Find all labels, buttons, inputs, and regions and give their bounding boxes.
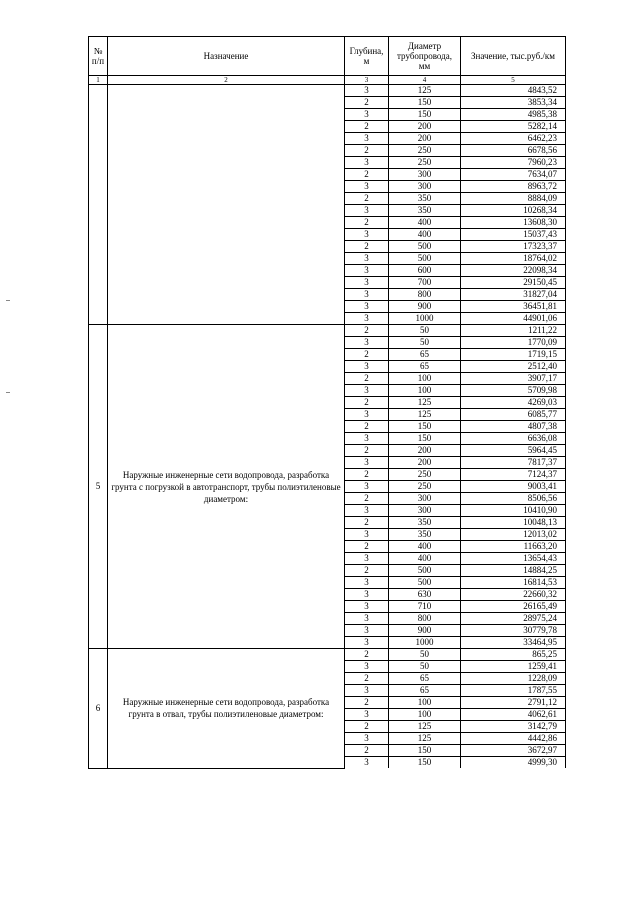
value-cell: 22098,34	[461, 265, 566, 277]
value-cell: 3142,79	[461, 721, 566, 733]
diameter-cell: 400	[389, 541, 461, 553]
diameter-cell: 630	[389, 589, 461, 601]
diameter-cell: 250	[389, 145, 461, 157]
depth-cell: 3	[345, 625, 389, 637]
value-cell: 865,25	[461, 649, 566, 661]
diameter-cell: 400	[389, 553, 461, 565]
value-cell: 6636,08	[461, 433, 566, 445]
value-cell: 10048,13	[461, 517, 566, 529]
diameter-cell: 150	[389, 109, 461, 121]
header-purpose: Назначение	[108, 37, 345, 76]
depth-cell: 3	[345, 457, 389, 469]
value-cell: 10268,34	[461, 205, 566, 217]
diameter-cell: 800	[389, 613, 461, 625]
depth-cell: 3	[345, 733, 389, 745]
depth-cell: 3	[345, 505, 389, 517]
item-number: 5	[89, 325, 108, 649]
value-cell: 12013,02	[461, 529, 566, 541]
table-row	[89, 649, 566, 661]
depth-cell: 3	[345, 553, 389, 565]
value-cell: 6085,77	[461, 409, 566, 421]
value-cell: 5282,14	[461, 121, 566, 133]
diameter-cell: 100	[389, 697, 461, 709]
value-cell: 7817,37	[461, 457, 566, 469]
depth-cell: 3	[345, 361, 389, 373]
value-cell: 4442,86	[461, 733, 566, 745]
value-cell: 6462,23	[461, 133, 566, 145]
value-cell: 36451,81	[461, 301, 566, 313]
diameter-cell: 1000	[389, 313, 461, 325]
value-cell: 4985,38	[461, 109, 566, 121]
item-number: 6	[89, 649, 108, 769]
index-cell: 3	[345, 76, 389, 85]
diameter-cell: 350	[389, 529, 461, 541]
diameter-cell: 500	[389, 241, 461, 253]
depth-cell: 3	[345, 289, 389, 301]
diameter-cell: 700	[389, 277, 461, 289]
value-cell: 13654,43	[461, 553, 566, 565]
depth-cell: 3	[345, 385, 389, 397]
value-cell: 1259,41	[461, 661, 566, 673]
depth-cell: 3	[345, 181, 389, 193]
value-cell: 16814,53	[461, 577, 566, 589]
depth-cell: 2	[345, 217, 389, 229]
diameter-cell: 600	[389, 265, 461, 277]
margin-mark	[6, 300, 10, 301]
depth-cell: 3	[345, 277, 389, 289]
value-cell: 4843,52	[461, 85, 566, 97]
diameter-cell: 350	[389, 205, 461, 217]
depth-cell: 2	[345, 541, 389, 553]
value-cell: 10410,90	[461, 505, 566, 517]
depth-cell: 2	[345, 649, 389, 661]
diameter-cell: 50	[389, 661, 461, 673]
index-cell: 2	[108, 76, 345, 85]
diameter-cell: 500	[389, 253, 461, 265]
diameter-cell: 250	[389, 157, 461, 169]
depth-cell: 2	[345, 325, 389, 337]
header-depth: Глубина, м	[345, 37, 389, 76]
diameter-cell: 900	[389, 625, 461, 637]
diameter-cell: 500	[389, 565, 461, 577]
value-cell: 17323,37	[461, 241, 566, 253]
diameter-cell: 50	[389, 325, 461, 337]
index-cell: 5	[461, 76, 566, 85]
diameter-cell: 500	[389, 577, 461, 589]
diameter-cell: 50	[389, 649, 461, 661]
depth-cell: 3	[345, 685, 389, 697]
depth-cell: 3	[345, 637, 389, 649]
value-cell: 2512,40	[461, 361, 566, 373]
diameter-cell: 250	[389, 469, 461, 481]
diameter-cell: 150	[389, 433, 461, 445]
depth-cell: 3	[345, 577, 389, 589]
value-cell: 1719,15	[461, 349, 566, 361]
header-value: Значение, тыс.руб./км	[461, 37, 566, 76]
value-cell: 6678,56	[461, 145, 566, 157]
diameter-cell: 1000	[389, 637, 461, 649]
diameter-cell: 65	[389, 361, 461, 373]
depth-cell: 2	[345, 193, 389, 205]
depth-cell: 3	[345, 229, 389, 241]
table-row	[89, 325, 566, 337]
value-cell: 4062,61	[461, 709, 566, 721]
depth-cell: 2	[345, 121, 389, 133]
depth-cell: 3	[345, 433, 389, 445]
value-cell: 2791,12	[461, 697, 566, 709]
depth-cell: 2	[345, 673, 389, 685]
value-cell: 7960,23	[461, 157, 566, 169]
header-diameter: Диаметр трубопровода, мм	[389, 37, 461, 76]
value-cell: 5964,45	[461, 445, 566, 457]
depth-cell: 2	[345, 493, 389, 505]
depth-cell: 3	[345, 265, 389, 277]
value-cell: 31827,04	[461, 289, 566, 301]
value-cell: 33464,95	[461, 637, 566, 649]
value-cell: 3672,97	[461, 745, 566, 757]
diameter-cell: 300	[389, 505, 461, 517]
table-body	[89, 37, 566, 769]
diameter-cell: 350	[389, 193, 461, 205]
value-cell: 8963,72	[461, 181, 566, 193]
depth-cell: 3	[345, 481, 389, 493]
diameter-cell: 65	[389, 685, 461, 697]
diameter-cell: 150	[389, 97, 461, 109]
value-cell: 1228,09	[461, 673, 566, 685]
depth-cell: 3	[345, 301, 389, 313]
diameter-cell: 710	[389, 601, 461, 613]
diameter-cell: 300	[389, 181, 461, 193]
diameter-cell: 125	[389, 721, 461, 733]
value-cell: 1787,55	[461, 685, 566, 697]
header-row	[89, 37, 566, 76]
value-cell: 7634,07	[461, 169, 566, 181]
item-purpose	[108, 85, 345, 325]
item-purpose: Наружные инженерные сети водопровода, разработка грунта в отвал, трубы полиэтиленовые диаметром:	[108, 649, 345, 769]
table-row	[89, 85, 566, 97]
depth-cell: 2	[345, 469, 389, 481]
depth-cell: 2	[345, 145, 389, 157]
depth-cell: 3	[345, 529, 389, 541]
depth-cell: 3	[345, 85, 389, 97]
depth-cell: 2	[345, 565, 389, 577]
price-table	[88, 36, 566, 769]
value-cell: 18764,02	[461, 253, 566, 265]
value-cell: 3853,34	[461, 97, 566, 109]
diameter-cell: 200	[389, 457, 461, 469]
value-cell: 44901,06	[461, 313, 566, 325]
diameter-cell: 150	[389, 745, 461, 757]
value-cell: 1211,22	[461, 325, 566, 337]
value-cell: 7124,37	[461, 469, 566, 481]
diameter-cell: 125	[389, 397, 461, 409]
depth-cell: 2	[345, 241, 389, 253]
depth-cell: 2	[345, 397, 389, 409]
index-cell: 4	[389, 76, 461, 85]
diameter-cell: 200	[389, 121, 461, 133]
value-cell: 30779,78	[461, 625, 566, 637]
item-number	[89, 85, 108, 325]
value-cell: 22660,32	[461, 589, 566, 601]
value-cell: 4999,30	[461, 757, 566, 769]
value-cell: 8884,09	[461, 193, 566, 205]
depth-cell: 3	[345, 613, 389, 625]
depth-cell: 2	[345, 97, 389, 109]
diameter-cell: 65	[389, 349, 461, 361]
value-cell: 15037,43	[461, 229, 566, 241]
diameter-cell: 200	[389, 445, 461, 457]
diameter-cell: 900	[389, 301, 461, 313]
value-cell: 8506,56	[461, 493, 566, 505]
depth-cell: 3	[345, 205, 389, 217]
value-cell: 28975,24	[461, 613, 566, 625]
diameter-cell: 100	[389, 709, 461, 721]
value-cell: 9003,41	[461, 481, 566, 493]
value-cell: 26165,49	[461, 601, 566, 613]
diameter-cell: 100	[389, 385, 461, 397]
diameter-cell: 100	[389, 373, 461, 385]
depth-cell: 2	[345, 445, 389, 457]
diameter-cell: 65	[389, 673, 461, 685]
depth-cell: 3	[345, 337, 389, 349]
item-purpose: Наружные инженерные сети водопровода, разработка грунта с погрузкой в автотранспорт, трубы полиэтиленовые диаметром:	[108, 325, 345, 649]
depth-cell: 2	[345, 349, 389, 361]
depth-cell: 3	[345, 157, 389, 169]
diameter-cell: 50	[389, 337, 461, 349]
depth-cell: 3	[345, 601, 389, 613]
diameter-cell: 150	[389, 757, 461, 769]
value-cell: 5709,98	[461, 385, 566, 397]
diameter-cell: 125	[389, 733, 461, 745]
depth-cell: 3	[345, 109, 389, 121]
depth-cell: 2	[345, 745, 389, 757]
depth-cell: 3	[345, 253, 389, 265]
diameter-cell: 800	[389, 289, 461, 301]
diameter-cell: 300	[389, 493, 461, 505]
header-num: № п/п	[89, 37, 108, 76]
diameter-cell: 250	[389, 481, 461, 493]
diameter-cell: 400	[389, 229, 461, 241]
margin-mark	[6, 392, 10, 393]
depth-cell: 3	[345, 589, 389, 601]
depth-cell: 2	[345, 169, 389, 181]
value-cell: 14884,25	[461, 565, 566, 577]
depth-cell: 3	[345, 757, 389, 769]
value-cell: 11663,20	[461, 541, 566, 553]
depth-cell: 3	[345, 661, 389, 673]
depth-cell: 3	[345, 709, 389, 721]
value-cell: 4269,03	[461, 397, 566, 409]
diameter-cell: 350	[389, 517, 461, 529]
depth-cell: 3	[345, 409, 389, 421]
diameter-cell: 400	[389, 217, 461, 229]
depth-cell: 2	[345, 373, 389, 385]
value-cell: 3907,17	[461, 373, 566, 385]
depth-cell: 2	[345, 517, 389, 529]
depth-cell: 2	[345, 697, 389, 709]
value-cell: 13608,30	[461, 217, 566, 229]
diameter-cell: 125	[389, 409, 461, 421]
diameter-cell: 150	[389, 421, 461, 433]
diameter-cell: 300	[389, 169, 461, 181]
value-cell: 29150,45	[461, 277, 566, 289]
index-cell: 1	[89, 76, 108, 85]
value-cell: 1770,09	[461, 337, 566, 349]
depth-cell: 3	[345, 313, 389, 325]
index-row	[89, 76, 566, 85]
depth-cell: 2	[345, 421, 389, 433]
diameter-cell: 125	[389, 85, 461, 97]
depth-cell: 2	[345, 721, 389, 733]
value-cell: 4807,38	[461, 421, 566, 433]
depth-cell: 3	[345, 133, 389, 145]
diameter-cell: 200	[389, 133, 461, 145]
